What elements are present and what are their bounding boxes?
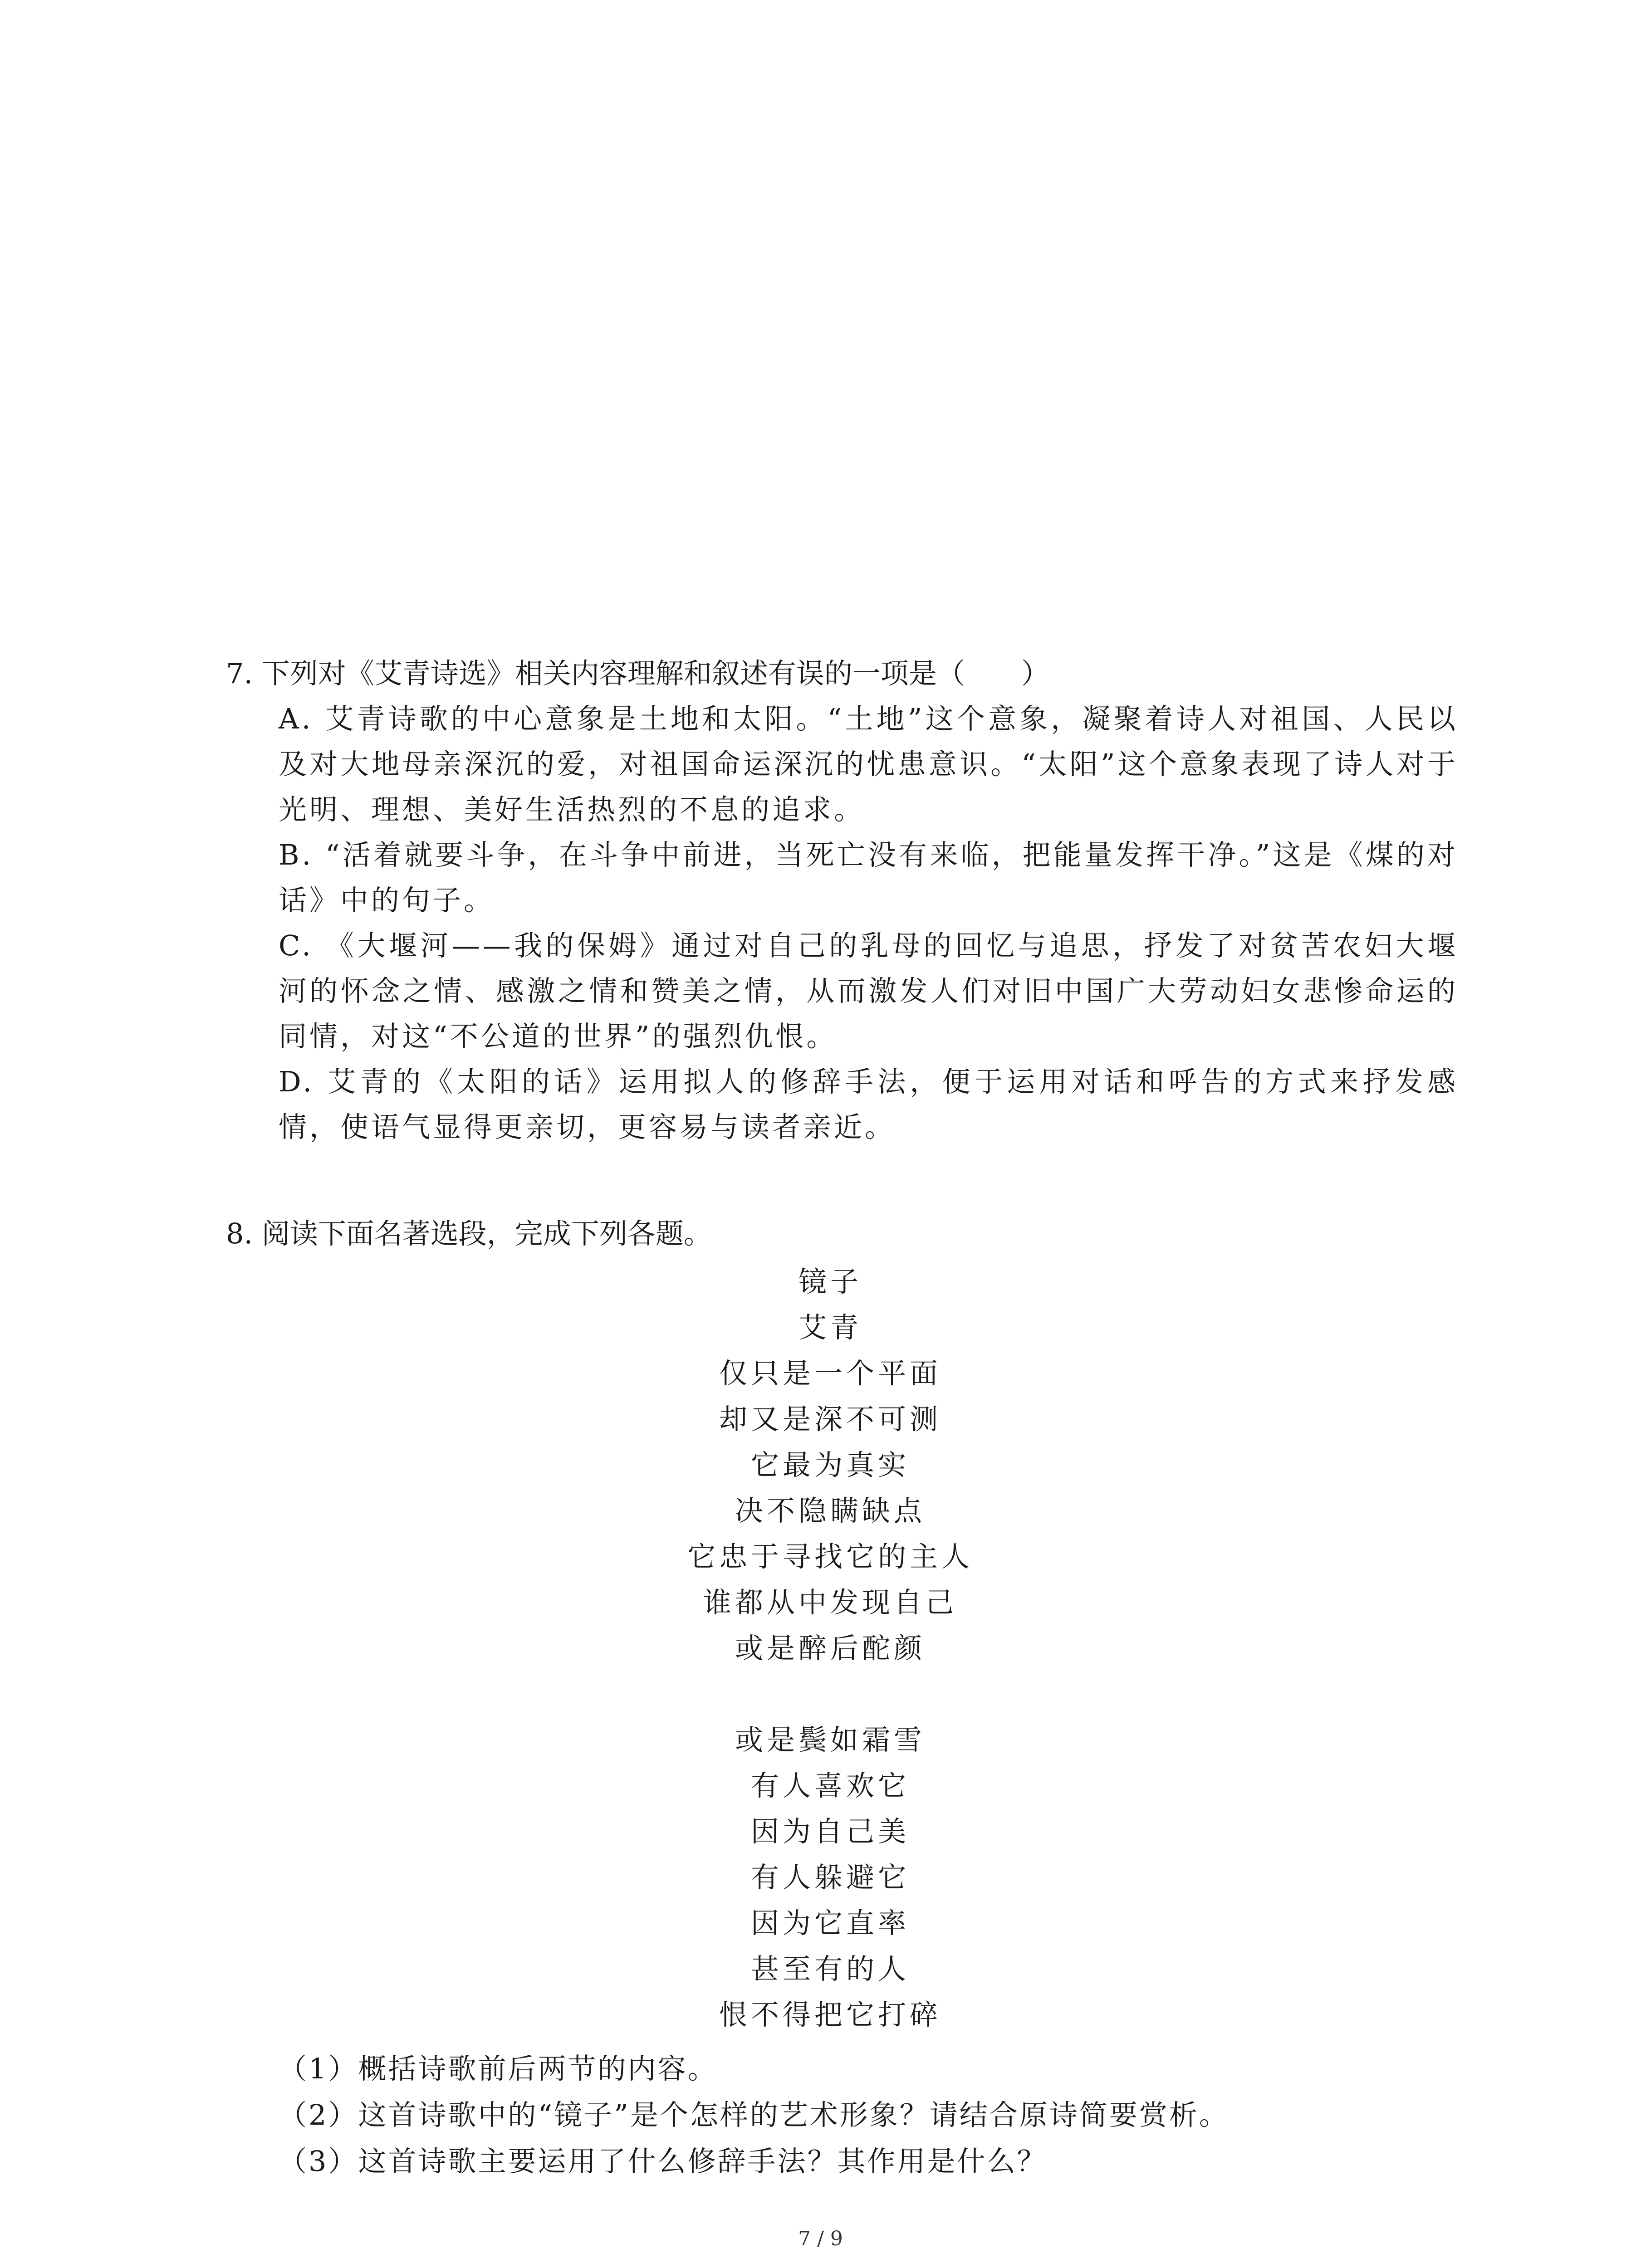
poem-line: 因为自己美 xyxy=(750,1815,910,1848)
sub-question-2: （2）这首诗歌中的“镜子”是个怎样的艺术形象？请结合原诗简要赏析。 xyxy=(279,2098,1229,2131)
poem-line: 有人喜欢它 xyxy=(750,1769,910,1802)
question-7-options xyxy=(279,696,1458,1150)
poem-line: 有人躲避它 xyxy=(750,1861,910,1894)
option-d: D. 艾青的《太阳的话》运用拟人的修辞手法，便于运用对话和呼告的方式来抒发感情，使语气显得更亲切，更容易与读者亲近。 xyxy=(279,1065,1458,1144)
poem-line: 或是鬓如霜雪 xyxy=(735,1723,926,1756)
poem-line: 或是醉后酡颜 xyxy=(735,1632,926,1665)
stanza-divider xyxy=(490,1671,1171,1717)
question-8-stem: 8. 阅读下面名著选段，完成下列各题。 xyxy=(226,1217,712,1250)
sub-question-3: （3）这首诗歌主要运用了什么修辞手法？其作用是什么？ xyxy=(279,2145,1047,2178)
question-7 xyxy=(226,651,1458,1150)
question-8 xyxy=(226,1211,1451,1256)
option-a: A. 艾青诗歌的中心意象是土地和太阳。“土地”这个意象，凝聚着诗人对祖国、人民以及对大地母亲深沉的爱，对祖国命运深沉的忧患意识。“太阳”这个意象表现了诗人对于光明、理想、美好生活热烈的不息的追求。 xyxy=(279,702,1458,826)
poem-line: 决不隐瞒缺点 xyxy=(735,1494,926,1527)
option-b: B. “活着就要斗争，在斗争中前进，当死亡没有来临，把能量发挥干净。”这是《煤的对话》中的句子。 xyxy=(279,838,1458,917)
poem-line: 恨不得把它打碎 xyxy=(719,1998,941,2031)
sub-question-1: （1）概括诗歌前后两节的内容。 xyxy=(279,2052,718,2085)
poem-line: 它忠于寻找它的主人 xyxy=(687,1540,973,1573)
poem-line: 仅只是一个平面 xyxy=(719,1357,941,1390)
option-c: C. 《大堰河——我的保姆》通过对自己的乳母的回忆与追思，抒发了对贫苦农妇大堰河的怀念之情、感激之情和赞美之情，从而激发人们对旧中国广大劳动妇女悲惨命运的同情，对这“不公道的世界”的强烈仇恨。 xyxy=(279,929,1458,1053)
poem xyxy=(490,1259,1171,2038)
poem-stanza-1 xyxy=(490,1350,1171,1671)
poem-stanza-2 xyxy=(490,1717,1171,2038)
question-7-stem: 7. 下列对《艾青诗选》相关内容理解和叙述有误的一项是（ ） xyxy=(226,657,1049,690)
page-number: 7 / 9 xyxy=(798,2227,843,2250)
poem-line: 却又是深不可测 xyxy=(719,1403,941,1436)
poem-author: 艾青 xyxy=(798,1311,862,1344)
poem-title: 镜子 xyxy=(798,1265,862,1298)
poem-line: 因为它直率 xyxy=(750,1906,910,1940)
poem-line: 它最为真实 xyxy=(750,1448,910,1481)
question-8-sub-questions xyxy=(279,2046,1458,2185)
poem-line: 甚至有的人 xyxy=(750,1952,910,1985)
poem-line: 谁都从中发现自己 xyxy=(703,1586,957,1619)
